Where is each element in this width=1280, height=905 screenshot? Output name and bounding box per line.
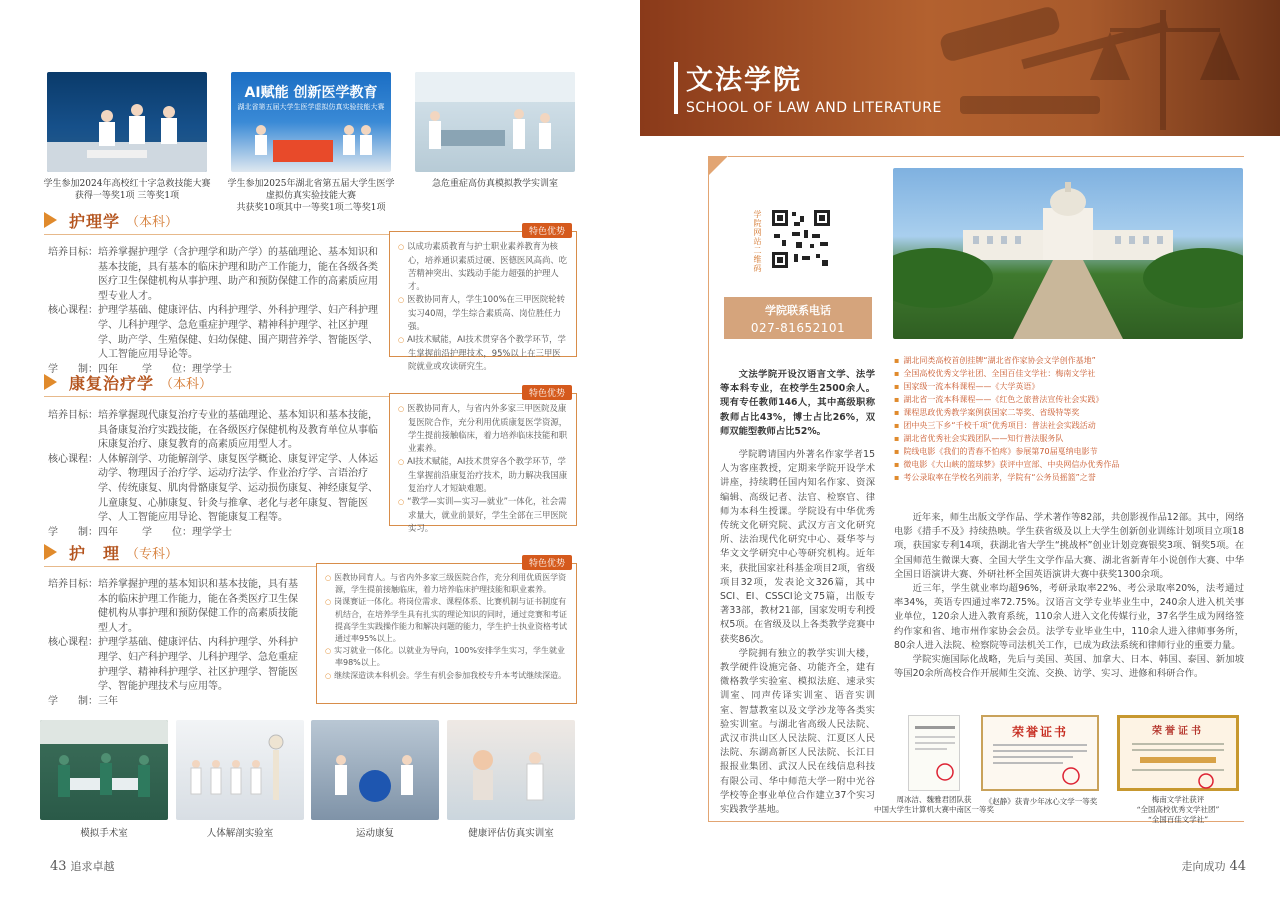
certificate-caption-1: 周冰洁、魏雅君团队获 中国大学生计算机大赛中南区一等奖 — [874, 795, 994, 814]
section-type: （专科） — [126, 546, 179, 562]
bottom-caption-1: 模拟手术室 — [80, 828, 128, 839]
nursing-college-info: 培养目标： 培养掌握护理的基本知识和基本技能，具有基本的临床护理工作能力，能在各类医疗卫生保健机构从事护理和预防保健工作的高素质技能型人才。 核心课程： 护理学基础、健康评估、内科护理学、外科护理学、妇产科护理学、儿科护理学、急危重症护理学、精神科护理学、社区护理学、智能医学、智能护理技术与应用等。 学 制： 三年 — [48, 578, 306, 709]
training-goal: 培养掌握护理学（含护理学和助产学）的基础理论、基本知识和基本技能，具有基本的临床护理和助产工作能力，能在各级各类医疗卫生保健机构从事护理、助产和预防保健工作的高素质应用型专业人才。 — [98, 247, 378, 302]
advantage-item: ○ 医教协同育人。与省内外多家三级医院合作，充分利用优质医学资源，学生提前接触临床，着力培养临床护理技能和职业素养。 — [325, 572, 568, 596]
honor-item: ▪ 国家级一流本科课程——《大学英语》 — [894, 380, 1244, 393]
critical-care-lab-illustration — [415, 72, 575, 172]
achievements-column — [894, 511, 1244, 681]
section-name: 护 理 — [69, 543, 121, 563]
certificate-3 — [1117, 715, 1239, 791]
advantage-item: ○ 实习就业一体化。以就业为导向，100%安排学生实习，学生就业率98%以上。 — [325, 645, 568, 669]
sports-rehab-illustration — [311, 720, 439, 820]
advantage-item: ○ 以成功素质教育与护士职业素养教育为核心，培养通识素质过硬、医德医风高尚、吃苦精神突出、实践动手能力超强的护理人才。 — [398, 240, 568, 293]
honor-item: ▪ 考公录取率在学校名列前茅，学院有“公务员摇篮”之誉 — [894, 471, 1244, 484]
triangle-icon — [44, 374, 57, 390]
section-type: （本科） — [160, 376, 213, 392]
intro-summary: 文法学院开设汉语言文学、法学等本科专业，在校学生2500余人。现有专任教师146人，其中高级职称教师占比43%，博士占比26%，双师双能型教师占比52%。 — [720, 369, 875, 437]
advantage-item: ○ AI技术赋能，AI技术贯穿各个教学环节，学生掌握前沿护理技术，95%以上在三甲医院就业或攻读研究生。 — [398, 333, 568, 373]
contest-banner-subtitle: 湖北省第五届大学生医学虚拟仿真实验技能大赛 — [237, 103, 385, 111]
facilities-paragraph: 学院拥有独立的教学实训大楼，教学硬件设施完备、功能齐全，建有微格教学实验室、模拟法庭、速录实训室、同声传译实训室、语音实训室、智慧教室以及文学沙龙等各类实验实训室。与湖北省高级人民法院、武汉市洪山区人民法院、江夏区人民法院、东湖高新区人民法院、长江日报报业集团、武汉人民在线信息科技有限公司、华中师范大学一附中光谷学校等企事业单位合作建立37个实习实践教学基地。 — [720, 647, 875, 816]
rehab-info: 培养目标： 培养掌握现代康复治疗专业的基础理论、基本知识和基本技能，具备康复治疗实践技能，在各级医疗保健机构及教育单位从事临床康复治疗、康复教育的高素质应用型人才。 核心课程： 人体解剖学、功能解剖学、康复医学概论、康复评定学、人体运动学、物理因子治疗学、运动疗法学、作业治疗学、言语治疗学、传统康复、肌肉骨骼康复学、运动损伤康复、神经康复学、儿童康复、心肺康复、针灸与推拿、老化与老年康复、智能医学、人工智能应用导论、智能康复工程等。 学 制： 四年 学 位： 理学学士 — [48, 409, 378, 540]
section-type: （本科） — [126, 214, 179, 230]
photo-caption-2: 学生参加2025年湖北省第五届大学生医学 虚拟仿真实验技能大赛 共获奖10项其中一等奖1项二等奖1项 — [227, 179, 395, 213]
advantage-box-rehab — [389, 389, 577, 533]
bottom-caption-4: 健康评估仿真实训室 — [468, 828, 554, 839]
certificate-2-illustration — [983, 740, 1097, 790]
photo-sports-rehab — [311, 720, 439, 820]
photo-health-assessment-lab — [447, 720, 575, 820]
page-number-right: 走向成功 44 — [1181, 859, 1246, 874]
triangle-icon — [44, 212, 57, 228]
school-title-cn: 文法学院 — [686, 65, 802, 96]
certificate-1 — [908, 715, 960, 791]
faculty-research-paragraph: 学院聘请国内外著名作家学者15人为客座教授，定期来学院开设学术讲座，持续聘任国内知名作家、资深编辑、高级记者、法官、检察官、律师为本科生授课。学院设有中华优秀传统文化研究院、武汉方言文化研究所、法治现代化研究中心、聂华苓与华文文学研究中心等研究机构。近年来，获批国家社科基金项目2项，省级项目32项，发表论文326篇，其中SCI、EI、CSSCI论文75篇，出版专著33部，教材21部，国家发明专利授权5项。在省级及以上各类教学竞赛中获奖86次。 — [720, 449, 875, 645]
advantage-item: ○ 继续深造读本科机会。学生有机会参加我校专升本考试继续深造。 — [325, 670, 568, 682]
school-banner — [640, 0, 1280, 136]
photo-critical-care-lab — [415, 72, 575, 172]
section-name: 护理学 — [69, 211, 121, 231]
frame-top-border — [728, 156, 1244, 157]
achievements-paragraph: 近年来，师生出版文学作品、学术著作等82部，共创影视作品12部。其中，网络电影《措手不及》持续热映。学生获省级及以上大学生创新创业训练计划项目立项18项，获国家专利14项，获湖北省大学生“挑战杯”创业计划竞赛银奖3项、铜奖5项。在全国师范生微课大赛、全国大学生文学作品大赛、湖北省新青年小说创作大赛、中华全国日语演讲大赛、外研社杯全国英语演讲大赛中获奖1300余项。 — [894, 512, 1244, 580]
phone-label: 学院联系电话 — [765, 304, 831, 317]
core-courses: 护理学基础、健康评估、内科护理学、外科护理学、妇产科护理学、儿科护理学、急危重症护理学、精神科护理学、社区护理学、助产学、生殖保健、妇幼保健、围产期营养学、智能医学、人工智能应用导论等。 — [98, 305, 378, 361]
title-bar-accent — [674, 62, 678, 114]
group-photo-illustration — [231, 72, 391, 172]
qr-code-pattern — [770, 208, 832, 270]
certificate-3-title: 荣誉证书 — [1152, 726, 1204, 737]
advantage-item: ○ 医教协同育人，与省内外多家三甲医院及康复医院合作，充分利用优质康复医学资源，学生提前接触临床，着力培养临床技能和职业素养。 — [398, 402, 568, 455]
training-goal: 培养掌握护理的基本知识和基本技能，具有基本的临床护理工作能力，能在各类医疗卫生保健机构从事护理和预防保健工作的高素质技能型人才。 — [98, 579, 298, 634]
contact-phone-box — [724, 297, 872, 339]
photo-simulated-surgery — [40, 720, 168, 820]
certificate-1-illustration — [909, 716, 961, 792]
employment-paragraph: 近三年，学生就业率均超96%，考研录取率22%、考公录取率20%，法考通过率34%，英语专四通过率72.75%。汉语言文学专业毕业生中，240余人进入机关事业单位，120余人进入教育系统，110余人进入文化传媒行业，37名学生成为网络签约作家和省、地市州作家协会会员。法学专业毕业生中，110余人进入律师事务所，80余人进入法院、检察院等司法机关工作，已成为政法系统和律师行业的重要力量。 — [894, 583, 1244, 651]
photo-first-aid-contest-illustration — [47, 72, 207, 172]
anatomy-lab-illustration — [176, 720, 304, 820]
section-heading-nursing — [44, 209, 178, 231]
advantage-item: ○ AI技术赋能，AI技术贯穿各个教学环节，学生掌握前沿康复治疗技术，助力解决我国康复治疗人才短缺难题。 — [398, 455, 568, 495]
photo-anatomy-lab — [176, 720, 304, 820]
photo-caption-3: 急危重症高仿真模拟教学实训室 — [431, 179, 558, 189]
certificate-caption-3: 梅南文学社获评 “全国高校优秀文学社团” “全国百佳文学社” — [1136, 795, 1220, 824]
honor-item: ▪ 微电影《大山峡的篮球梦》获评中宣部、中央网信办优秀作品 — [894, 458, 1244, 471]
certificate-caption-2: 《赵静》获青少年冰心文学一等奖 — [984, 797, 1098, 806]
photo-caption-1: 学生参加2024年高校红十字急救技能大赛 获得一等奖1项 三等奖1项 — [43, 179, 211, 201]
triangle-icon — [44, 544, 57, 560]
campus-building-illustration — [893, 168, 1243, 339]
health-assessment-lab-illustration — [447, 720, 575, 820]
honors-list — [894, 354, 1244, 484]
advantage-item: ○ 岗课赛证一体化。将岗位需求、课程体系、比赛机制与证书制度有机结合，在培养学生具有扎实的理论知识的同时，通过竞赛和考证提高学生实践操作能力和解决问题的能力，学生护士执业资格考试通过率95%以上。 — [325, 596, 568, 645]
contest-banner-title: AI赋能 创新医学教育 — [244, 85, 378, 101]
section-heading-rehab — [44, 371, 212, 393]
advantage-box-nursing — [389, 227, 577, 371]
certificate-3-illustration — [1120, 737, 1236, 791]
duration: 四年 — [98, 526, 118, 538]
section-name: 康复治疗学 — [69, 373, 155, 393]
honor-item: ▪ 团中央三下乡“千校千项”优秀项目：普法社会实践活动 — [894, 419, 1244, 432]
right-page — [640, 0, 1280, 905]
duration: 三年 — [98, 695, 118, 707]
core-courses: 护理学基础、健康评估、内科护理学、外科护理学、妇产科护理学、儿科护理学、急危重症护理学、精神科护理学、社区护理学、智能医学、智能护理技术与应用等。 — [98, 637, 298, 693]
bottom-caption-2: 人体解剖实验室 — [206, 828, 274, 839]
advantage-item: ○ 医教协同育人，学生100%在三甲医院轮转实习40周，学生综合素质高、岗位胜任力强。 — [398, 293, 568, 333]
photo-first-aid-contest — [47, 72, 207, 172]
frame-corner-triangle — [708, 156, 728, 176]
training-goal: 培养掌握现代康复治疗专业的基础理论、基本知识和基本技能，具备康复治疗实践技能，在各级医疗保健机构及教育单位从事临床康复治疗、康复教育的高素质应用型人才。 — [98, 410, 378, 451]
photo-virtual-sim-contest — [231, 72, 391, 172]
page-number-left: 43 追求卓越 — [50, 859, 115, 874]
honor-item: ▪ 课程思政优秀教学案例获国家二等奖、省级特等奖 — [894, 406, 1244, 419]
international-paragraph: 学院实施国际化战略，先后与美国、英国、加拿大、日本、韩国、泰国、新加坡等国20余所高校合作开展师生交流、交换、访学、实习、进修和科研合作。 — [894, 654, 1244, 680]
honor-item: ▪ 全国高校优秀文学社团、全国百佳文学社：梅南文学社 — [894, 367, 1244, 380]
duration: 四年 — [98, 363, 118, 375]
advantage-item: ○ “教学—实训—实习—就业”一体化，社会需求量大，就业前景好，学生全部在三甲医院实习。 — [398, 495, 568, 535]
honor-item: ▪ 湖北省优秀社会实践团队——知行普法服务队 — [894, 432, 1244, 445]
degree: 理学学士 — [192, 526, 232, 538]
advantage-box-nursing-college — [316, 559, 577, 704]
qr-code-label: 学院网站二维码 — [753, 210, 762, 273]
campus-photo — [893, 168, 1243, 339]
advantage-badge: 特色优势 — [522, 223, 572, 238]
qr-code-icon[interactable] — [770, 208, 832, 270]
advantage-badge: 特色优势 — [522, 555, 572, 570]
honor-item: ▪ 院线电影《我们的青春不怕疼》参展第70届戛纳电影节 — [894, 445, 1244, 458]
certificate-2 — [981, 715, 1099, 791]
phone-number[interactable]: 027-81652101 — [750, 321, 846, 335]
honor-item: ▪ 湖北省一流本科课程——《红色之旅普法宣传社会实践》 — [894, 393, 1244, 406]
bottom-caption-3: 运动康复 — [355, 828, 394, 839]
section-heading-nursing-college — [44, 541, 178, 563]
school-title-en: SCHOOL OF LAW AND LITERATURE — [686, 100, 942, 116]
core-courses: 人体解剖学、功能解剖学、康复医学概论、康复评定学、人体运动学、物理因子治疗学、运动疗法学、作业治疗学、言语治疗学、传统康复、肌肉骨骼康复学、运动损伤康复、神经康复学、儿童康复、心肺康复、针灸与推拿、老化与老年康复、智能医学、人工智能应用导论、智能康复工程等。 — [98, 453, 378, 524]
degree: 理学学士 — [192, 363, 232, 375]
nursing-info: 培养目标： 培养掌握护理学（含护理学和助产学）的基础理论、基本知识和基本技能，具有基本的临床护理和助产工作能力，能在各级各类医疗卫生保健机构从事护理、助产和预防保健工作的高素质应用型专业人才。 核心课程： 护理学基础、健康评估、内科护理学、外科护理学、妇产科护理学、儿科护理学、急危重症护理学、精神科护理学、社区护理学、助产学、生殖保健、妇幼保健、围产期营养学、智能医学、人工智能应用导论等。 学 制： 四年 学 位： 理学学士 — [48, 246, 378, 377]
simulated-surgery-illustration — [40, 720, 168, 820]
advantage-badge: 特色优势 — [522, 385, 572, 400]
intro-column — [720, 368, 875, 817]
certificate-2-title: 荣誉证书 — [1011, 725, 1068, 739]
honor-item: ▪ 湖北同类高校首创挂牌“湖北省作家协会文学创作基地” — [894, 354, 1244, 367]
